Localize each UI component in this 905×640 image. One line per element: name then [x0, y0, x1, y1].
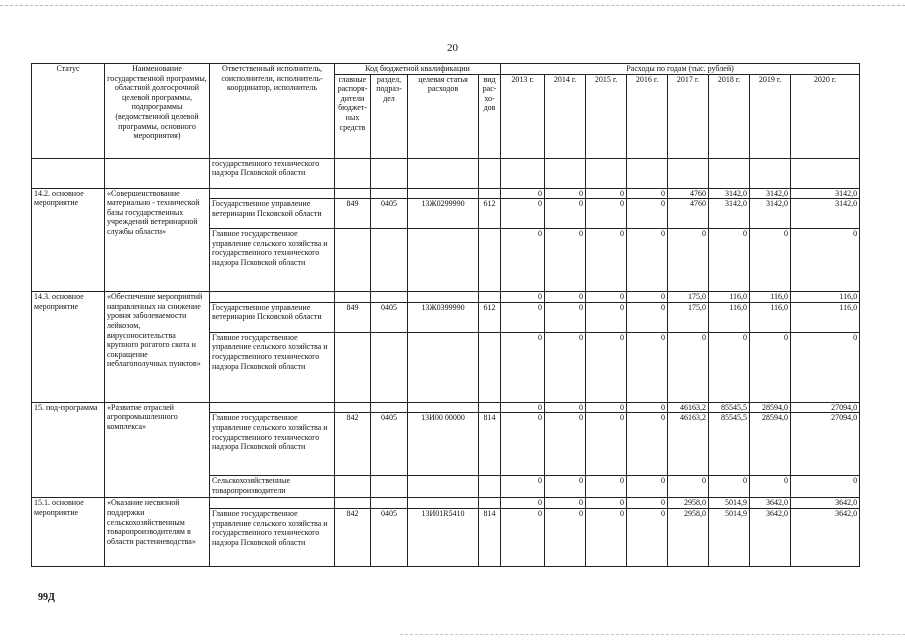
- year-value: 0: [750, 229, 791, 292]
- total-value: 0: [501, 292, 545, 303]
- year-value: 3142,0: [709, 199, 750, 229]
- year-value: 116,0: [709, 302, 750, 332]
- header-year: 2016 г.: [627, 74, 668, 158]
- year-value: 0: [501, 302, 545, 332]
- year-value: 0: [545, 508, 586, 566]
- total-value: 0: [545, 402, 586, 413]
- total-value: 3642,0: [791, 498, 860, 509]
- year-value: 0: [545, 302, 586, 332]
- year-value: 5014,9: [709, 508, 750, 566]
- header-year: 2020 г.: [791, 74, 860, 158]
- year-value: 0: [586, 413, 627, 476]
- gr-admin-code: 849: [335, 199, 371, 229]
- executor-cell: Государственное управление ветеринарии Псковской области: [210, 302, 335, 332]
- year-value: 0: [709, 332, 750, 402]
- executor-cell: Главное государственное управление сельского хозяйства и государственного технического надзора Псковской области: [210, 332, 335, 402]
- header-year: 2017 г.: [668, 74, 709, 158]
- year-value: 0: [545, 332, 586, 402]
- total-value: 0: [627, 402, 668, 413]
- year-value: 0: [627, 413, 668, 476]
- header-target: целевая статья расходов: [408, 74, 479, 158]
- status-cell: 14.2. основное мероприятие: [32, 188, 105, 292]
- header-years-group: Расходы по годам (тыс. рублей): [501, 64, 860, 75]
- kind-code: 612: [479, 302, 501, 332]
- footer-code: 99Д: [38, 592, 55, 603]
- year-value: 0: [627, 332, 668, 402]
- total-value: 4760: [668, 188, 709, 199]
- year-value: 3142,0: [750, 199, 791, 229]
- scan-edge-top: [0, 5, 905, 6]
- year-value: 28594,0: [750, 413, 791, 476]
- executor-cell: Главное государственное управление сельского хозяйства и государственного технического надзора Псковской области: [210, 413, 335, 476]
- year-value: 0: [501, 413, 545, 476]
- executor-cell: Главное государственное управление сельского хозяйства и государственного технического надзора Псковской области: [210, 508, 335, 566]
- year-value: 0: [791, 332, 860, 402]
- header-year: 2013 г.: [501, 74, 545, 158]
- total-value: 0: [501, 188, 545, 199]
- total-value: 0: [586, 402, 627, 413]
- year-value: 4760: [668, 199, 709, 229]
- table-row: [32, 402, 860, 413]
- name-cell: «Оказание несвязной поддержки сельскохозяйственным товаропроизводителям в области растениеводства»: [105, 498, 210, 567]
- status-cell: 15. под-программа: [32, 402, 105, 498]
- kind-code: 814: [479, 413, 501, 476]
- section-code: 0405: [371, 413, 408, 476]
- year-value: 0: [627, 229, 668, 292]
- total-value: 0: [545, 292, 586, 303]
- year-value: 0: [627, 302, 668, 332]
- header-name: Наименование государственной программы, областной долгосрочной целевой программы, подпрограммы (ведомственной целевой программы, основного мероприятия): [105, 64, 210, 159]
- table-row: [32, 188, 860, 199]
- gr-admin-code: 842: [335, 508, 371, 566]
- year-value: 0: [750, 476, 791, 498]
- total-value: 175,0: [668, 292, 709, 303]
- year-value: 46163,2: [668, 413, 709, 476]
- section-code: 0405: [371, 302, 408, 332]
- total-value: 0: [501, 402, 545, 413]
- total-value: 0: [586, 292, 627, 303]
- header-executor: Ответственный исполнитель, соисполнители, исполнитель-координатор, исполнитель: [210, 64, 335, 159]
- total-value: 0: [627, 188, 668, 199]
- budget-table: [31, 63, 860, 567]
- total-value: 85545,5: [709, 402, 750, 413]
- name-cell: «Развитие отраслей агропромышленного комплекса»: [105, 402, 210, 498]
- year-value: 3142,0: [791, 199, 860, 229]
- status-cell: 14.3. основное мероприятие: [32, 292, 105, 403]
- table-row: [32, 292, 860, 303]
- year-value: 116,0: [750, 302, 791, 332]
- year-value: 3642,0: [791, 508, 860, 566]
- year-value: 0: [668, 476, 709, 498]
- year-value: 27094,0: [791, 413, 860, 476]
- page-number: 20: [447, 42, 458, 54]
- total-value: 0: [501, 498, 545, 509]
- header-status: Статус: [32, 64, 105, 159]
- year-value: 0: [501, 199, 545, 229]
- year-value: 0: [668, 229, 709, 292]
- status-cell: 15.1. основное мероприятие: [32, 498, 105, 567]
- year-value: 0: [545, 413, 586, 476]
- scan-edge-bottom: [400, 634, 905, 635]
- total-value: 2958,0: [668, 498, 709, 509]
- header-gr-admin: главные распоря-дители бюджет-ных средств: [335, 74, 371, 158]
- total-value: 3142,0: [750, 188, 791, 199]
- executor-cell: государственного технического надзора Псковской области: [210, 158, 335, 188]
- total-value: 28594,0: [750, 402, 791, 413]
- year-value: 0: [627, 508, 668, 566]
- year-value: 0: [586, 302, 627, 332]
- year-value: 0: [750, 332, 791, 402]
- executor-cell: Государственное управление ветеринарии Псковской области: [210, 199, 335, 229]
- total-value: 116,0: [750, 292, 791, 303]
- year-value: 3642,0: [750, 508, 791, 566]
- total-value: 0: [586, 188, 627, 199]
- total-value: 0: [545, 498, 586, 509]
- total-value: 3142,0: [709, 188, 750, 199]
- target-code: 13Ж0299990: [408, 199, 479, 229]
- table-row: [32, 498, 860, 509]
- year-value: 85545,5: [709, 413, 750, 476]
- kind-code: 612: [479, 199, 501, 229]
- total-value: 0: [627, 498, 668, 509]
- total-value: 27094,0: [791, 402, 860, 413]
- year-value: 0: [709, 229, 750, 292]
- name-cell: «Обеспечение мероприятий направленных на снижение уровня заболеваемости лейкозом, вирусоносительства крупного рогатого скота и сокращение неблагополучных пунктов»: [105, 292, 210, 403]
- total-value: 46163,2: [668, 402, 709, 413]
- target-code: 13И00 00000: [408, 413, 479, 476]
- year-value: 0: [586, 332, 627, 402]
- year-value: 0: [545, 229, 586, 292]
- year-value: 0: [791, 229, 860, 292]
- year-value: 175,0: [668, 302, 709, 332]
- year-value: 0: [545, 199, 586, 229]
- total-value: 0: [545, 188, 586, 199]
- year-value: 0: [586, 508, 627, 566]
- target-code: 13И01R5410: [408, 508, 479, 566]
- total-value: 116,0: [791, 292, 860, 303]
- gr-admin-code: 842: [335, 413, 371, 476]
- executor-cell: Сельскохозяйственные товаропроизводители: [210, 476, 335, 498]
- table-row: [32, 158, 860, 188]
- total-value: 3142,0: [791, 188, 860, 199]
- year-value: 0: [586, 199, 627, 229]
- year-value: 0: [627, 199, 668, 229]
- name-cell: «Совершенствование материально - технической базы государственных учреждений ветеринарной службы области»: [105, 188, 210, 292]
- year-value: 0: [668, 332, 709, 402]
- total-value: 5014,9: [709, 498, 750, 509]
- year-value: 0: [627, 476, 668, 498]
- target-code: 13Ж0399990: [408, 302, 479, 332]
- year-value: 0: [791, 476, 860, 498]
- header-kind: вид рас-хо-дов: [479, 74, 501, 158]
- total-value: 3642,0: [750, 498, 791, 509]
- year-value: 0: [545, 476, 586, 498]
- year-value: 0: [709, 476, 750, 498]
- year-value: 0: [501, 508, 545, 566]
- header-year: 2019 г.: [750, 74, 791, 158]
- executor-cell: Главное государственное управление сельского хозяйства и государственного технического надзора Псковской области: [210, 229, 335, 292]
- year-value: 0: [586, 229, 627, 292]
- gr-admin-code: 849: [335, 302, 371, 332]
- year-value: 116,0: [791, 302, 860, 332]
- year-value: 0: [501, 229, 545, 292]
- header-year: 2015 г.: [586, 74, 627, 158]
- total-value: 116,0: [709, 292, 750, 303]
- total-value: 0: [586, 498, 627, 509]
- year-value: 0: [501, 476, 545, 498]
- year-value: 2958,0: [668, 508, 709, 566]
- header-section: раздел, подраз-дел: [371, 74, 408, 158]
- year-value: 0: [501, 332, 545, 402]
- kind-code: 814: [479, 508, 501, 566]
- header-year: 2014 г.: [545, 74, 586, 158]
- section-code: 0405: [371, 199, 408, 229]
- header-codes-group: Код бюджетной квалификации: [335, 64, 501, 75]
- total-value: 0: [627, 292, 668, 303]
- section-code: 0405: [371, 508, 408, 566]
- header-year: 2018 г.: [709, 74, 750, 158]
- year-value: 0: [586, 476, 627, 498]
